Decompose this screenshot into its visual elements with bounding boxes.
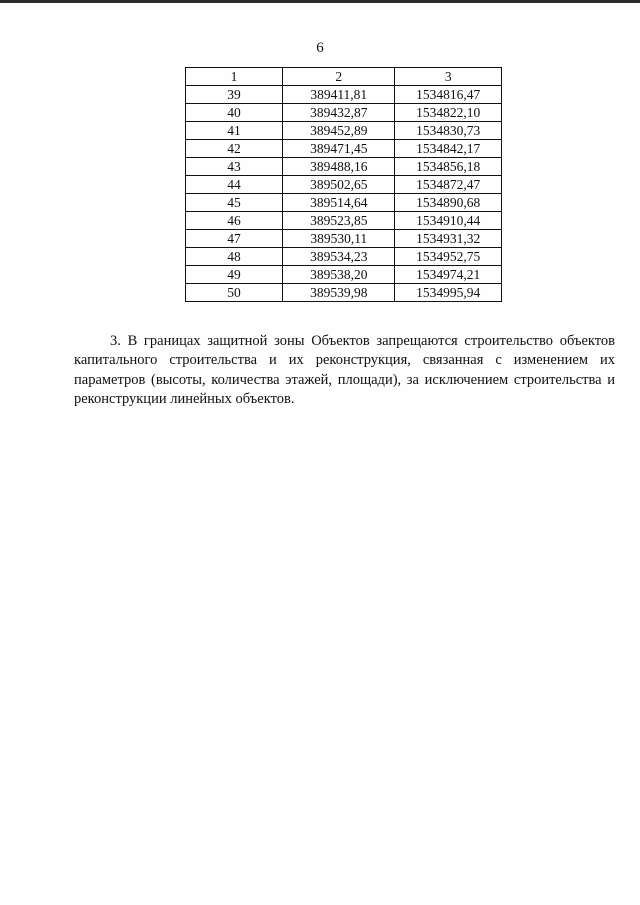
table-row — [186, 248, 502, 266]
point-number-cell: 49 — [186, 266, 283, 284]
point-number-cell: 47 — [186, 230, 283, 248]
point-number-cell: 48 — [186, 248, 283, 266]
y-coordinate-cell: 1534995,94 — [395, 284, 502, 302]
table-row — [186, 86, 502, 104]
x-coordinate-cell: 389432,87 — [283, 104, 395, 122]
point-number-cell: 41 — [186, 122, 283, 140]
y-coordinate-cell: 1534830,73 — [395, 122, 502, 140]
table-row — [186, 122, 502, 140]
point-number-cell: 46 — [186, 212, 283, 230]
table-row — [186, 266, 502, 284]
table-row — [186, 230, 502, 248]
point-number-cell: 45 — [186, 194, 283, 212]
x-coordinate-cell: 389539,98 — [283, 284, 395, 302]
x-coordinate-cell: 389523,85 — [283, 212, 395, 230]
y-coordinate-cell: 1534952,75 — [395, 248, 502, 266]
point-number-cell: 39 — [186, 86, 283, 104]
coordinates-table — [185, 67, 502, 302]
table-header-row — [186, 68, 502, 86]
column-header: 3 — [395, 68, 502, 86]
table-row — [186, 194, 502, 212]
x-coordinate-cell: 389471,45 — [283, 140, 395, 158]
point-number-cell: 43 — [186, 158, 283, 176]
y-coordinate-cell: 1534974,21 — [395, 266, 502, 284]
x-coordinate-cell: 389488,16 — [283, 158, 395, 176]
y-coordinate-cell: 1534890,68 — [395, 194, 502, 212]
x-coordinate-cell: 389411,81 — [283, 86, 395, 104]
table-body — [186, 86, 502, 302]
y-coordinate-cell: 1534856,18 — [395, 158, 502, 176]
y-coordinate-cell: 1534872,47 — [395, 176, 502, 194]
restriction-paragraph: 3. В границах защитной зоны Объектов запрещаются строительство объектов капитального строительства и их реконструкция, связанная с изменением их параметров (высоты, количества этажей, площади), за исключением строительства и реконструкции линейных объектов. — [74, 332, 615, 407]
scan-top-edge — [0, 0, 640, 3]
x-coordinate-cell: 389530,11 — [283, 230, 395, 248]
point-number-cell: 50 — [186, 284, 283, 302]
y-coordinate-cell: 1534842,17 — [395, 140, 502, 158]
table-row — [186, 140, 502, 158]
x-coordinate-cell: 389534,23 — [283, 248, 395, 266]
x-coordinate-cell: 389502,65 — [283, 176, 395, 194]
y-coordinate-cell: 1534931,32 — [395, 230, 502, 248]
point-number-cell: 44 — [186, 176, 283, 194]
x-coordinate-cell: 389452,89 — [283, 122, 395, 140]
point-number-cell: 42 — [186, 140, 283, 158]
y-coordinate-cell: 1534816,47 — [395, 86, 502, 104]
y-coordinate-cell: 1534910,44 — [395, 212, 502, 230]
table-row — [186, 104, 502, 122]
table-row — [186, 284, 502, 302]
column-header: 2 — [283, 68, 395, 86]
table-row — [186, 176, 502, 194]
table-row — [186, 158, 502, 176]
table-row — [186, 212, 502, 230]
y-coordinate-cell: 1534822,10 — [395, 104, 502, 122]
x-coordinate-cell: 389538,20 — [283, 266, 395, 284]
page-number: 6 — [316, 40, 324, 56]
column-header: 1 — [186, 68, 283, 86]
point-number-cell: 40 — [186, 104, 283, 122]
x-coordinate-cell: 389514,64 — [283, 194, 395, 212]
